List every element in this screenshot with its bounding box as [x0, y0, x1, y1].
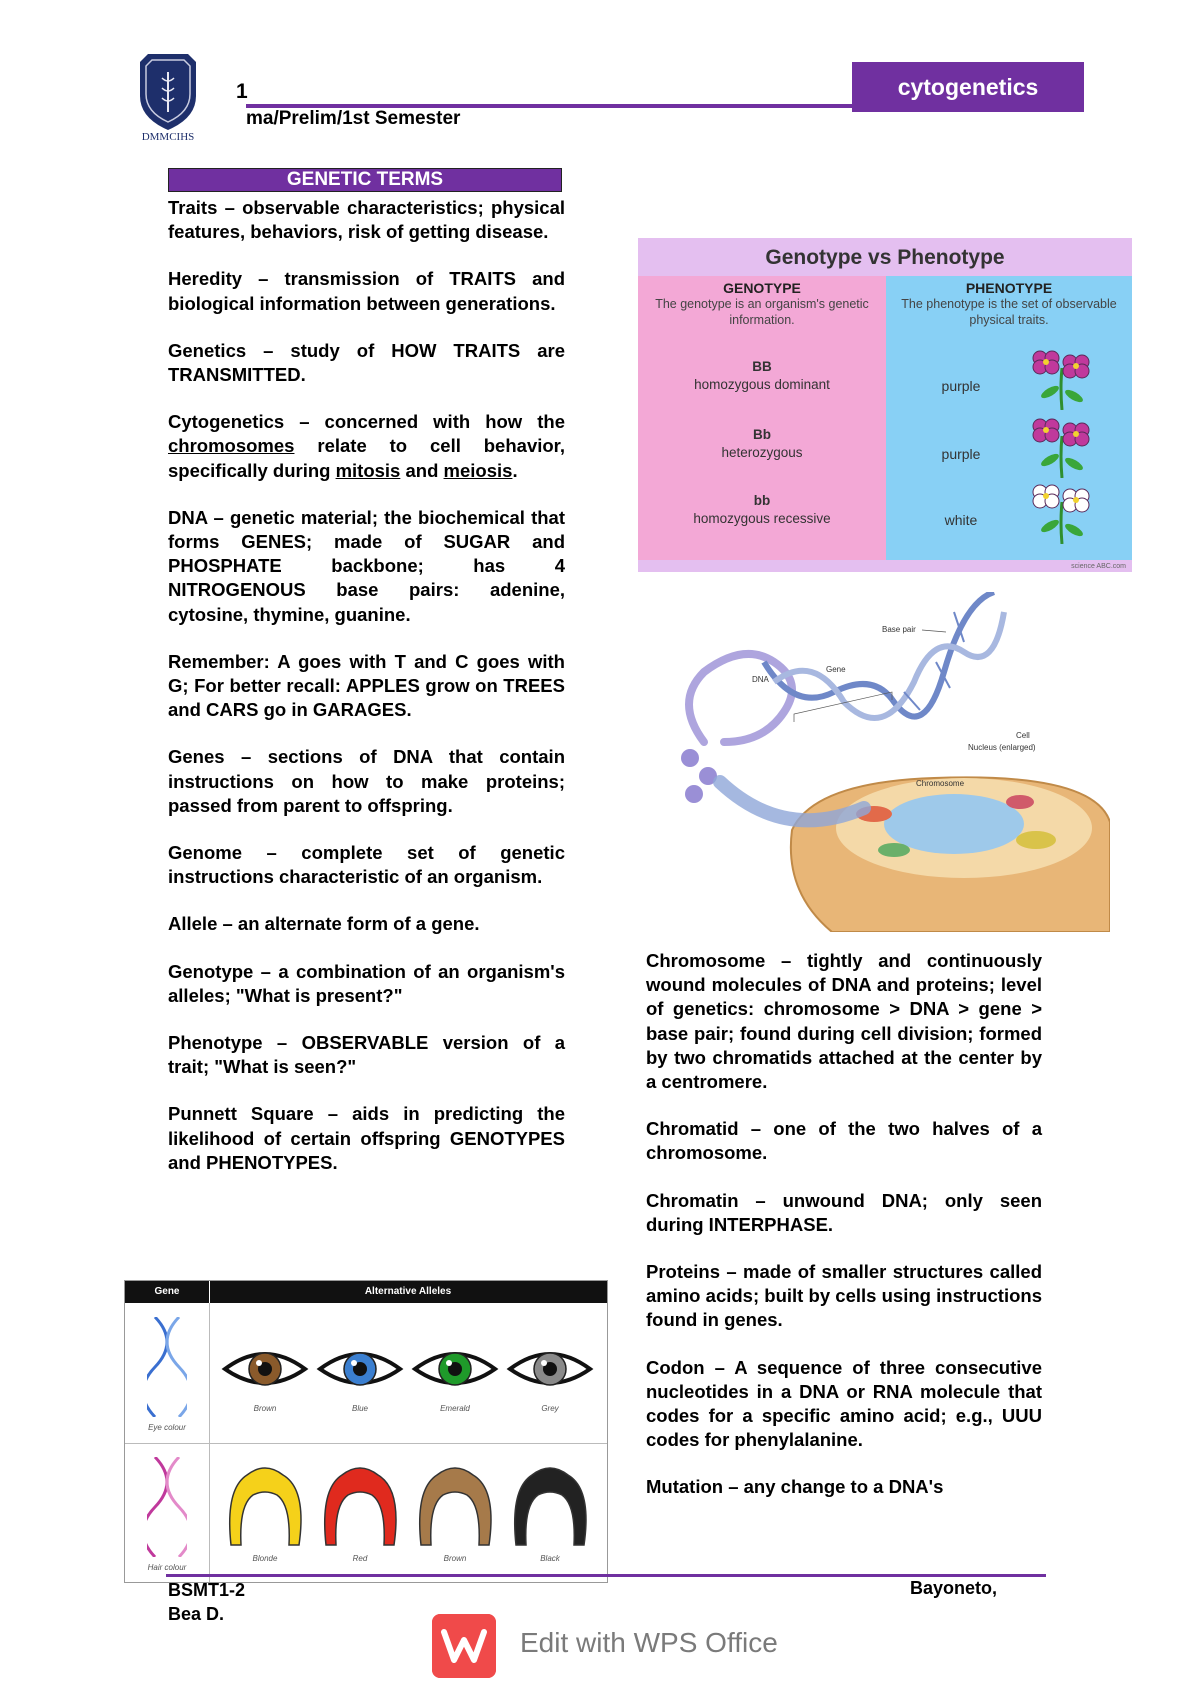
term-name: Punnett Square [168, 1103, 314, 1125]
right-column [646, 949, 1042, 1523]
term-definition [646, 1189, 1042, 1237]
hair-allele [221, 1459, 309, 1563]
label-cell: Cell [1016, 731, 1030, 740]
genotype-phenotype-figure [638, 238, 1132, 572]
allele-label: Brown [253, 1404, 277, 1413]
allele-label: Black [540, 1554, 560, 1563]
definition-text: . [512, 459, 518, 481]
term-definition [168, 650, 565, 723]
eye-icon [411, 1339, 499, 1399]
allele-label: Red [352, 1554, 368, 1563]
section-heading: GENETIC TERMS [168, 168, 562, 192]
label-base-pair: Base pair [882, 625, 916, 634]
term-definition [646, 1260, 1042, 1333]
genotype-label: homozygous recessive [693, 511, 831, 526]
term-name: Codon [646, 1356, 705, 1378]
alleles-table [124, 1280, 608, 1583]
definition-text: – complete set of genetic instructions characteristic of an organism. [168, 842, 565, 888]
label-dna: DNA [752, 675, 769, 684]
definition-text: – unwound DNA; only seen during INTERPHASE. [646, 1189, 1042, 1235]
genotype-description: The genotype is an organism's genetic information. [655, 297, 869, 327]
underlined-keyword: meiosis [443, 459, 513, 481]
flower-icon [1026, 348, 1098, 410]
genotype-code: bb [753, 493, 771, 508]
row-divider [125, 1443, 607, 1444]
hair-icon [316, 1459, 404, 1549]
term-name: Heredity [168, 268, 243, 290]
definition-text: – sections of DNA that contain instructions on how to make proteins; passed from parent to offspring. [168, 746, 565, 816]
term-definition [168, 745, 565, 818]
term-definition [168, 410, 565, 483]
term-name: Genome [168, 842, 243, 864]
genotype-label: heterozygous [721, 445, 803, 460]
eye-icon [506, 1339, 594, 1399]
eye-allele [221, 1339, 309, 1413]
allele-label: Brown [443, 1554, 467, 1563]
term-definition [646, 1475, 1042, 1499]
gene-label: Hair colour [147, 1563, 187, 1572]
term-definition [168, 506, 565, 627]
phenotype-panel [886, 276, 1132, 560]
term-name: Genotype [168, 960, 254, 982]
term-name: Genetics [168, 339, 247, 361]
genotype-row [638, 358, 886, 394]
hair-allele [506, 1459, 594, 1563]
term-definition [168, 339, 565, 387]
subject-tag: cytogenetics [852, 62, 1084, 112]
genotype-row [638, 492, 886, 528]
gene-label: Eye colour [148, 1423, 186, 1432]
module-number: 1 [236, 80, 248, 103]
term-name: Proteins [646, 1261, 721, 1283]
definition-text: – observable characteristics; physical features, behaviors, risk of getting disease. [168, 197, 565, 243]
phenotype-description: The phenotype is the set of observable physical traits. [901, 297, 1117, 327]
genotype-panel [638, 276, 886, 560]
definition-text: – made of smaller structures called amino acids; built by cells using instructions found in genes. [646, 1261, 1042, 1331]
footer-rule [166, 1574, 1046, 1577]
label-chromosome: Chromosome [916, 779, 965, 788]
term-name: Chromosome [646, 950, 766, 971]
genotype-heading: GENOTYPE [723, 280, 801, 296]
eye-allele [506, 1339, 594, 1413]
section-code: BSMT1-2 [168, 1580, 246, 1600]
term-definition [646, 1117, 1042, 1165]
definition-text: – one of the two halves of a chromosome. [646, 1118, 1042, 1164]
definition-text: – a combination of an organism's alleles; "What is present?" [168, 960, 565, 1006]
figure-title: Genotype vs Phenotype [765, 246, 1005, 269]
genotype-row [638, 426, 886, 462]
allele-label: Blonde [252, 1554, 278, 1563]
definition-text: Remember: A goes with T and C goes with G; For better recall: APPLES grow on TREES and CARS go in GARAGES. [168, 650, 565, 721]
wps-edit-link[interactable]: Edit with WPS Office [520, 1627, 778, 1658]
term-definition [646, 949, 1042, 1094]
author-last-name: Bayoneto, [910, 1578, 998, 1598]
term-definition [168, 267, 565, 315]
term-definition [168, 912, 565, 936]
underlined-keyword: chromosomes [168, 435, 295, 457]
dna-strand-icon [147, 1317, 187, 1417]
eye-allele [316, 1339, 404, 1413]
term-name: Chromatin [646, 1189, 739, 1211]
hair-allele [316, 1459, 404, 1563]
allele-label: Grey [541, 1404, 559, 1413]
allele-label: Blue [351, 1404, 368, 1413]
eye-colour-alleles [221, 1339, 601, 1429]
hair-colour-alleles [221, 1459, 601, 1575]
dna-chromosome-cell-illustration [664, 592, 1110, 932]
table-header [125, 1281, 607, 1303]
allele-label: Emerald [440, 1404, 470, 1413]
definition-text: – an alternate form of a gene. [217, 913, 480, 935]
phenotype-label: white [944, 512, 978, 528]
hair-icon [506, 1459, 594, 1549]
term-definition [168, 841, 565, 889]
term-name: Chromatid [646, 1118, 739, 1140]
term-name: Traits [168, 197, 218, 218]
definition-text: and [400, 459, 444, 481]
term-definition [168, 1102, 565, 1175]
term-definition [168, 960, 565, 1008]
definition-text: – OBSERVABLE version of a trait; "What is seen?" [168, 1032, 565, 1078]
term-definition [168, 1031, 565, 1079]
definition-text: – concerned with how the [284, 411, 565, 433]
underlined-keyword: mitosis [335, 459, 401, 481]
definition-text: – A sequence of three consecutive nucleotides in a DNA or RNA molecule that codes for a specific amino acid; e.g., UUU codes for phenylalanine. [646, 1356, 1042, 1451]
hair-allele [411, 1459, 499, 1563]
dna-strand-icon [147, 1457, 187, 1557]
wps-logo-icon[interactable] [432, 1614, 496, 1678]
term-definition [168, 196, 565, 244]
alleles-header: Alternative Alleles [364, 1286, 452, 1297]
term-name: Phenotype [168, 1032, 263, 1054]
definition-text: – tightly and continuously wound molecules of DNA and proteins; level of genetics: chromosome > DNA > gene > base pair; found during cell division; formed by two chromatids attached at the center by a centromere. [646, 950, 1042, 1093]
phenotype-label: purple [941, 446, 981, 462]
definition-text: – aids in predicting the likelihood of certain offspring GENOTYPES and PHENOTYPES. [168, 1103, 565, 1173]
definition-text: – transmission of TRAITS and biological information between generations. [168, 268, 565, 314]
definition-text: – study of HOW TRAITS are TRANSMITTED. [168, 339, 565, 386]
flower-icon [1026, 482, 1098, 544]
term-definition [646, 1356, 1042, 1453]
svg-text:DMMCIHS: DMMCIHS [141, 131, 195, 143]
eye-icon [221, 1339, 309, 1399]
term-name: Cytogenetics [168, 411, 285, 433]
eye-allele [411, 1339, 499, 1413]
genotype-code: BB [752, 359, 772, 374]
figure-credit: science ABC.com [1071, 563, 1126, 570]
genotype-label: homozygous dominant [694, 377, 830, 392]
term-name: Allele [168, 913, 218, 935]
left-column [168, 196, 565, 1198]
genotype-code: Bb [753, 427, 771, 442]
footer-author-block [168, 1578, 245, 1626]
flower-icon [1026, 416, 1098, 478]
semester-line: ma/Prelim/1st Semester [246, 108, 461, 129]
definition-text: DNA – genetic material; the biochemical that forms GENES; made of SUGAR and PHOSPHATE backbone; has 4 NITROGENOUS base pairs: adenine, cytosine, thymine, guanine. [168, 506, 565, 625]
hair-icon [221, 1459, 309, 1549]
eye-icon [316, 1339, 404, 1399]
label-nucleus: Nucleus (enlarged) [968, 743, 1036, 752]
gene-header: Gene [125, 1281, 210, 1303]
definition-text: – any change to a DNA's [723, 1476, 944, 1498]
term-name: Mutation [646, 1476, 724, 1498]
school-logo [118, 48, 218, 148]
phenotype-label: purple [941, 378, 981, 394]
hair-icon [411, 1459, 499, 1549]
author-first-name: Bea D. [168, 1604, 225, 1624]
phenotype-heading: PHENOTYPE [965, 280, 1053, 296]
definition-text: relate to cell behavior, specifically during [168, 435, 565, 481]
label-gene: Gene [826, 665, 846, 674]
term-name: Genes [168, 746, 225, 768]
